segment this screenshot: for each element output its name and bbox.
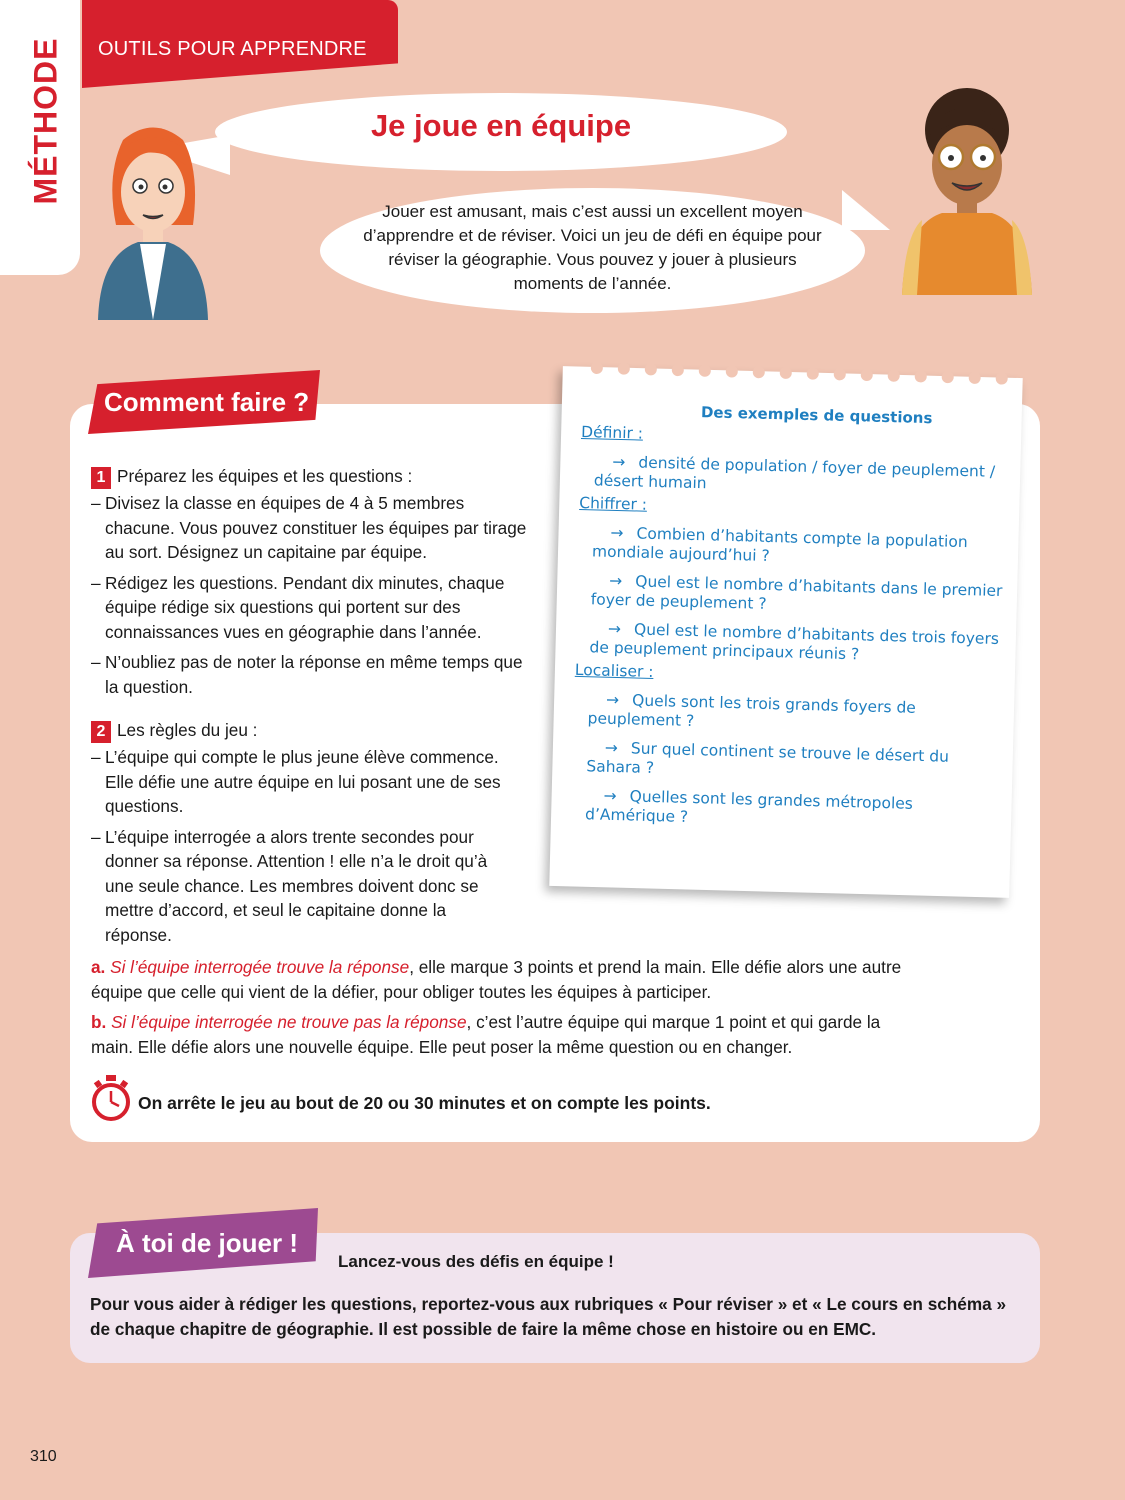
question-text: Sur quel continent se trouve le désert du Sahara ? (586, 739, 950, 778)
arrow-icon: → (612, 452, 626, 472)
arrow-icon: → (603, 786, 617, 806)
question (572, 738, 1003, 787)
exercise-subtitle: Lancez-vous des défis en équipe ! (338, 1252, 614, 1271)
notepad-hole (888, 370, 900, 382)
rule-b-condition: Si l’équipe interrogée ne trouve pas la réponse (111, 1012, 467, 1032)
girl-character-illustration (88, 120, 218, 320)
exercise-label: À toi de jouer ! (116, 1228, 298, 1258)
intro-text: Jouer est amusant, mais c’est aussi un excellent moyen d’apprendre et de réviser. Voici un jeu de défi en équipe pour réviser la géographie. Vous pouvez y jouer à plusieurs moments de l’année. (363, 202, 822, 293)
banner-text: OUTILS POUR APPRENDRE (98, 38, 367, 60)
question-text: Quelles sont les grandes métropoles d’Amérique ? (584, 787, 914, 826)
notepad-hole (753, 366, 765, 378)
rule-a-text: , elle marque 3 points et prend la main. Elle défie alors une autre équipe que celle qui vient de la défier, pour obliger toutes les équipes à participer. (91, 957, 902, 1002)
section-label: MÉTHODE (27, 37, 64, 205)
question (575, 619, 1006, 668)
list-item: – L’équipe interrogée a alors trente secondes pour donner sa réponse. Attention ! elle n’a le droit qu’à une seule chance. Les membres doivent donc se mettre d’accord, et seul le capitaine donne la réponse. (91, 825, 515, 948)
rule-a-condition: Si l’équipe interrogée trouve la réponse (110, 957, 410, 977)
notepad-hole (591, 362, 603, 374)
question-text: Quel est le nombre d’habitants dans le premier foyer de peuplement ? (590, 572, 1003, 613)
question-text: Quel est le nombre d’habitants des trois foyers de peuplement principaux réunis ? (589, 620, 1000, 664)
arrow-icon: → (604, 738, 619, 758)
step-2 (91, 718, 529, 953)
step-2-title: Les règles du jeu : (117, 720, 258, 740)
arrow-icon: → (610, 523, 624, 543)
rule-b-letter: b. (91, 1012, 107, 1032)
notepad-hole (915, 370, 927, 382)
notepad-hole (672, 364, 684, 376)
question (571, 786, 1002, 835)
list-item: – Rédigez les questions. Pendant dix minutes, chaque équipe rédige six questions qui portent sur des connaissances vues en géographie dans l’année. (91, 571, 536, 645)
question-text: Quels sont les trois grands foyers de peuplement ? (587, 691, 917, 731)
notepad-hole (996, 372, 1008, 384)
question (577, 571, 1008, 620)
notepad-content (571, 400, 1012, 839)
step-1-title: Préparez les équipes et les questions : (117, 466, 413, 486)
notepad-hole (834, 368, 846, 380)
category-definir: Définir : (580, 422, 644, 443)
list-item: – L’équipe qui compte le plus jeune élève commence. Elle défie une autre équipe en lui posant une de ses questions. (91, 745, 529, 819)
step-1 (91, 464, 536, 705)
question (580, 452, 1011, 501)
notepad-hole (618, 363, 630, 375)
notepad-hole (861, 369, 873, 381)
rule-b-text: , c’est l’autre équipe qui marque 1 point et qui garde la main. Elle défie alors une nouvelle équipe. Elle peut poser la même question ou en changer. (91, 1012, 881, 1057)
category-localiser: Localiser : (574, 660, 654, 681)
step-2-number: 2 (91, 721, 111, 743)
rule-a (91, 955, 921, 1004)
notepad-hole (780, 367, 792, 379)
step-1-number: 1 (91, 467, 111, 489)
page-number: 310 (30, 1448, 57, 1465)
timer-text: On arrête le jeu au bout de 20 ou 30 minutes et on compte les points. (138, 1093, 711, 1113)
rule-a-letter: a. (91, 957, 106, 977)
arrow-icon: → (609, 571, 623, 591)
list-item: – Divisez la classe en équipes de 4 à 5 membres chacune. Vous pouvez constituer les équipes par tirage au sort. Désignez un capitaine par équipe. (91, 491, 536, 565)
category-chiffrer: Chiffrer : (579, 493, 648, 514)
question (578, 523, 1009, 572)
exercise-text: Pour vous aider à rédiger les questions, reportez-vous aux rubriques « Pour réviser » et « Le cours en schéma » de chaque chapitre de géographie. Il est possible de faire la même chose en histoire ou en EMC. (90, 1294, 1007, 1339)
question-text: densité de population / foyer de peuplement / désert humain (593, 453, 996, 493)
notepad-hole (969, 372, 981, 384)
notepad-hole (726, 365, 738, 377)
notepad-hole (699, 365, 711, 377)
arrow-icon: → (605, 690, 620, 710)
question-text: Combien d’habitants compte la population mondiale aujourd’hui ? (591, 524, 968, 565)
rule-b (91, 1010, 921, 1059)
notepad-hole (645, 363, 657, 375)
intro-bubble-tail (842, 190, 890, 230)
notepad-title: Des exemples de questions (700, 403, 933, 428)
stopwatch-icon (90, 1075, 132, 1123)
arrow-icon: → (607, 619, 622, 639)
notepad-hole (807, 367, 819, 379)
how-to-label: Comment faire ? (104, 387, 310, 417)
list-item: – N’oubliez pas de noter la réponse en même temps que la question. (91, 650, 536, 699)
notepad-hole (942, 371, 954, 383)
page-title: Je joue en équipe (370, 108, 632, 143)
question (573, 690, 1004, 739)
step-2-heading (91, 718, 529, 743)
boy-character-illustration (897, 85, 1037, 295)
step-1-heading (91, 464, 536, 489)
